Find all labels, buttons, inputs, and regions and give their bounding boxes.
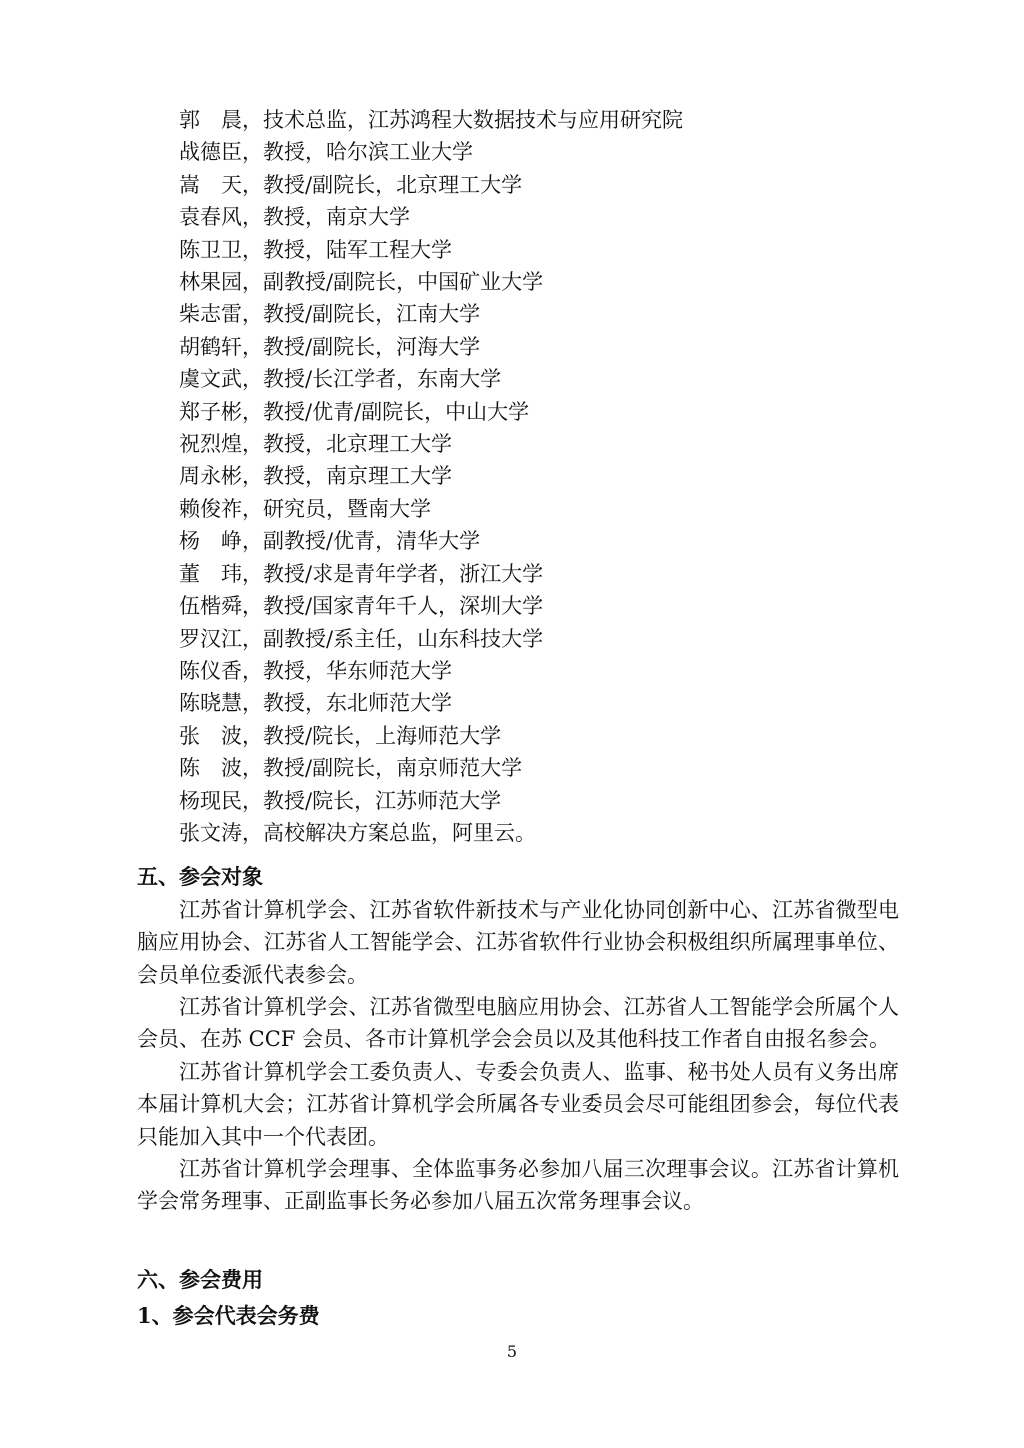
page-number: 5 (506, 1342, 518, 1361)
member-entry: 陈仪香，教授，华东师范大学 (179, 658, 452, 683)
section-heading-attendees: 五、参会对象 (137, 864, 263, 890)
member-entry: 陈卫卫，教授，陆军工程大学 (179, 237, 452, 262)
member-entry: 袁春风，教授，南京大学 (179, 205, 410, 230)
member-entry: 陈 波，教授/副院长，南京师范大学 (179, 756, 523, 781)
member-entry: 柴志雷，教授/副院长，江南大学 (179, 302, 481, 327)
subsection-heading-registration-fee: 1、参会代表会务费 (137, 1303, 320, 1329)
attendees-paragraph: 江苏省计算机学会理事、全体监事务必参加八届三次理事会议。江苏省计算机学会常务理事、正副监事长务必参加八届五次常务理事会议。 (137, 1157, 899, 1214)
member-entry: 郑子彬，教授/优青/副院长，中山大学 (179, 399, 530, 424)
attendees-paragraph: 江苏省计算机学会、江苏省软件新技术与产业化协同创新中心、江苏省微型电脑应用协会、江苏省人工智能学会、江苏省软件行业协会积极组织所属理事单位、会员单位委派代表参会。 (137, 897, 899, 987)
section-heading-fees: 六、参会费用 (137, 1266, 263, 1292)
member-entry: 祝烈煌，教授，北京理工大学 (179, 432, 452, 457)
member-entry: 伍楷舜，教授/国家青年千人，深圳大学 (179, 594, 544, 619)
member-entry: 杨现民，教授/院长，江苏师范大学 (179, 788, 502, 813)
member-entry: 嵩 天，教授/副院长，北京理工大学 (179, 172, 523, 197)
attendees-paragraph: 江苏省计算机学会工委负责人、专委会负责人、监事、秘书处人员有义务出席本届计算机大会；江苏省计算机学会所属各专业委员会尽可能组团参会，每位代表只能加入其中一个代表团。 (137, 1059, 899, 1149)
member-entry: 张 波，教授/院长，上海师范大学 (179, 723, 502, 748)
member-entry: 战德臣，教授，哈尔滨工业大学 (179, 140, 473, 165)
member-entry: 赖俊祚，研究员，暨南大学 (179, 496, 431, 521)
member-entry: 周永彬，教授，南京理工大学 (179, 464, 452, 489)
member-entry: 虞文武，教授/长江学者，东南大学 (179, 367, 502, 392)
member-entry: 林果园，副教授/副院长，中国矿业大学 (179, 270, 544, 295)
document-content (137, 104, 899, 1333)
member-entry: 陈晓慧，教授，东北师范大学 (179, 691, 452, 716)
member-entry: 罗汉江，副教授/系主任，山东科技大学 (179, 626, 544, 651)
member-entry: 杨 峥，副教授/优青，清华大学 (179, 529, 481, 554)
member-entry: 郭 晨，技术总监，江苏鸿程大数据技术与应用研究院 (179, 108, 683, 132)
member-entry: 张文涛，高校解决方案总监，阿里云。 (179, 820, 536, 845)
committee-member-list (137, 104, 899, 849)
attendees-paragraph: 江苏省计算机学会、江苏省微型电脑应用协会、江苏省人工智能学会所属个人会员、在苏 CCF 会员、各市计算机学会会员以及其他科技工作者自由报名参会。 (137, 994, 899, 1052)
member-entry: 董 玮，教授/求是青年学者，浙江大学 (179, 561, 544, 586)
member-entry: 胡鹤轩，教授/副院长，河海大学 (179, 334, 481, 359)
